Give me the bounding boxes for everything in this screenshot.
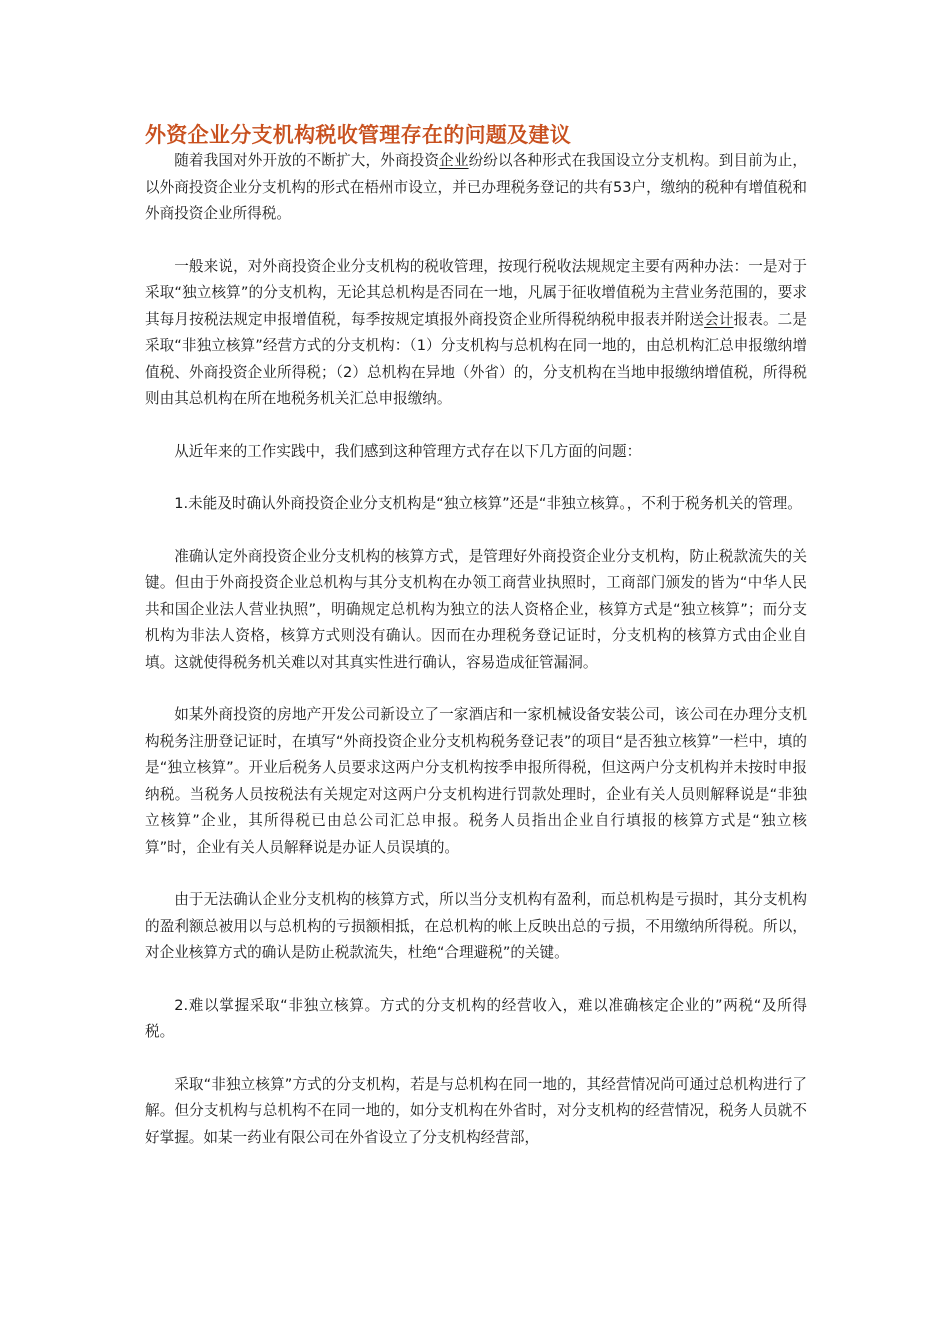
paragraph-gap: [145, 465, 807, 491]
paragraph-problem-1: 1.未能及时确认外商投资企业分支机构是“独立核算”还是“非独立核算。，不利于税务机关的管理。: [174, 495, 802, 512]
paragraph-intro: [145, 148, 807, 228]
paragraph-gap: [145, 861, 807, 887]
paragraph-text: 报表。二是采取“非独立核算”经营方式的分支机构：（1）分支机构与总机构在同一地的，由总机构汇总申报缴纳增值税、外商投资企业所得税；（2）总机构在异地（外省）的，分支机构在当地申报缴纳增值税，所得税则由其总机构在所在地税务机关汇总申报缴纳。: [145, 310, 807, 407]
paragraph-gap: [145, 518, 807, 544]
link-enterprise[interactable]: 企业: [439, 152, 469, 169]
paragraph-gap: [145, 413, 807, 439]
paragraph-problems-intro: 从近年来的工作实践中，我们感到这种管理方式存在以下几方面的问题：: [174, 442, 642, 460]
paragraph-text: 一般来说，对外商投资企业分支机构的税收管理，按现行税收法规规定主要有两种办法：一是对于采取“独立核算”的分支机构，无论其总机构是否同在一地，凡属于征收增值税为主营业务范围的，要求其每月按税法规定申报增值税，每季按规定填报外商投资企业所得税纳税申报表并附送: [145, 257, 807, 328]
paragraph-problem-2: 2.难以掌握采取“非独立核算。方式的分支机构的经营收入，难以准确核定企业的”两税“及所得税。: [145, 996, 807, 1040]
link-accounting[interactable]: 会计: [704, 310, 734, 328]
paragraph-text: 纷纷以各种形式在我国设立分支机构。到目前为止，以外商投资企业分支机构的形式在梧州市设立，并已办理税务登记的共有53户，缴纳的税种有增值税和外商投资企业所得税。: [145, 152, 807, 222]
paragraph-non-independent: 采取“非独立核算”方式的分支机构，若是与总机构在同一地的，其经营情况尚可通过总机构进行了解。但分支机构与总机构不在同一地的，如分支机构在外省时，对分支机构的经营情况，税务人员就不好掌握。如某一药业有限公司在外省设立了分支机构经营部，: [145, 1075, 807, 1146]
paragraph-gap: [145, 676, 807, 702]
paragraph-gap: [145, 1046, 807, 1072]
paragraph-text: 随着我国对外开放的不断扩大，外商投资: [174, 152, 440, 169]
paragraph-gap: [145, 228, 807, 254]
paragraph-gap: [145, 967, 807, 993]
paragraph-accounting-method: 准确认定外商投资企业分支机构的核算方式，是管理好外商投资企业分支机构，防止税款流失的关键。但由于外商投资企业总机构与其分支机构在办领工商营业执照时，工商部门颁发的皆为“中华人民共和国企业法人营业执照”，明确规定总机构为独立的法人资格企业，核算方式是“独立核算”；而分支机构为非法人资格，核算方式则没有确认。因而在办理税务登记证时，分支机构的核算方式由企业自填。这就使得税务机关难以对其真实性进行确认，容易造成征管漏洞。: [145, 547, 807, 671]
paragraph-example: 如某外商投资的房地产开发公司新设立了一家酒店和一家机械设备安装公司，该公司在办理分支机构税务注册登记证时，在填写“外商投资企业分支机构税务登记表”的项目“是否独立核算”一栏中，填的是“独立核算”。开业后税务人员要求这两户分支机构按季申报所得税，但这两户分支机构并未按时申报纳税。当税务人员按税法有关规定对这两户分支机构进行罚款处理时，企业有关人员则解释说是“非独立核算”企业，其所得税已由总公司汇总申报。税务人员指出企业自行填报的核算方式是“独立核算”时，企业有关人员解释说是办证人员误填的。: [145, 706, 807, 856]
page-title: 外资企业分支机构税收管理存在的问题及建议: [145, 123, 571, 147]
document-page: [145, 122, 807, 1151]
paragraph-methods: [145, 254, 807, 413]
paragraph-consequence: 由于无法确认企业分支机构的核算方式，所以当分支机构有盈利，而总机构是亏损时，其分支机构的盈利额总被用以与总机构的亏损额相抵，在总机构的帐上反映出总的亏损，不用缴纳所得税。所以，对企业核算方式的确认是防止税款流失，杜绝“合理避税”的关键。: [145, 891, 807, 961]
